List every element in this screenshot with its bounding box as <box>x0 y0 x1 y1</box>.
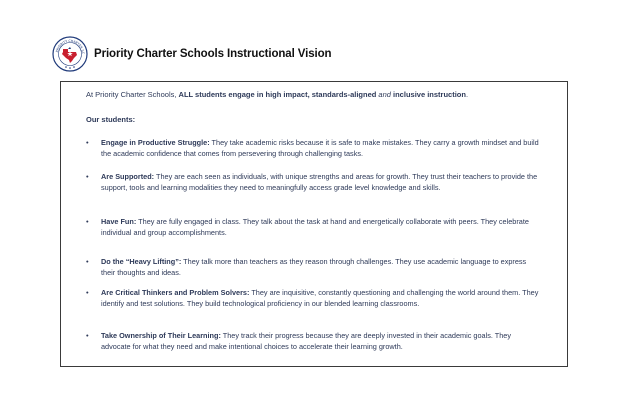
list-item <box>86 137 541 159</box>
bullet-icon: • <box>86 217 89 226</box>
list-item-title: Are Critical Thinkers and Problem Solvers: <box>101 288 250 297</box>
bullet-icon: • <box>86 288 89 297</box>
list-item-body: They track their progress because they are deeply invested in their academic goals. They advocate for what they need and make intentional choices to accelerate their learning growth. <box>101 331 512 351</box>
intro-statement <box>86 90 468 99</box>
priority-charter-schools-logo <box>52 36 88 72</box>
list-item-body: They talk more than teachers as they reason through challenges. They use academic language to express their thoughts and ideas. <box>101 257 527 277</box>
svg-text:PRIORITY CHARTER SCHOOLS: PRIORITY CHARTER SC <box>55 38 86 55</box>
intro-suffix: . <box>465 90 469 99</box>
list-item <box>86 256 541 278</box>
list-item-body: They are inquisitive, constantly questioning and challenging the world around them. They identify and test solutions. They build technological proficiency in our blended learning classrooms. <box>101 288 539 308</box>
list-item <box>86 330 541 352</box>
bullet-icon: • <box>86 172 89 181</box>
list-item-body: They are each seen as individuals, with unique strengths and areas for growth. They trust their teachers to provide the support, tools and learning modalities they need to meaningfully access grade level knowledge and skills. <box>101 172 538 192</box>
vision-box <box>60 81 568 367</box>
intro-italic: and <box>378 90 391 99</box>
list-item-title: Do the “Heavy Lifting”: <box>101 257 182 266</box>
list-item-title: Are Supported: <box>101 172 155 181</box>
bullet-icon: • <box>86 257 89 266</box>
intro-bold-1: ALL students engage in high impact, standards-aligned <box>178 90 379 99</box>
document-title: Priority Charter Schools Instructional Vision <box>94 48 332 60</box>
list-item <box>86 171 541 193</box>
document-header <box>52 36 331 72</box>
bullet-icon: • <box>86 138 89 147</box>
intro-bold-2: inclusive instruction <box>390 90 466 99</box>
our-students-label: Our students: <box>86 115 136 124</box>
list-item-title: Engage in Productive Struggle: <box>101 138 210 147</box>
list-item-body: They take academic risks because it is safe to make mistakes. They carry a growth mindset and build the academic confidence that comes from persevering through challenging tasks. <box>101 138 539 158</box>
list-item-body: They are fully engaged in class. They talk about the task at hand and energetically collaborate with peers. They celebrate individual and group accomplishments. <box>101 217 529 237</box>
list-item <box>86 216 541 238</box>
bullet-icon: • <box>86 331 89 340</box>
list-item <box>86 287 541 309</box>
intro-prefix: At Priority Charter Schools, <box>86 90 179 99</box>
list-item-title: Take Ownership of Their Learning: <box>101 331 221 340</box>
list-item-title: Have Fun: <box>101 217 137 226</box>
